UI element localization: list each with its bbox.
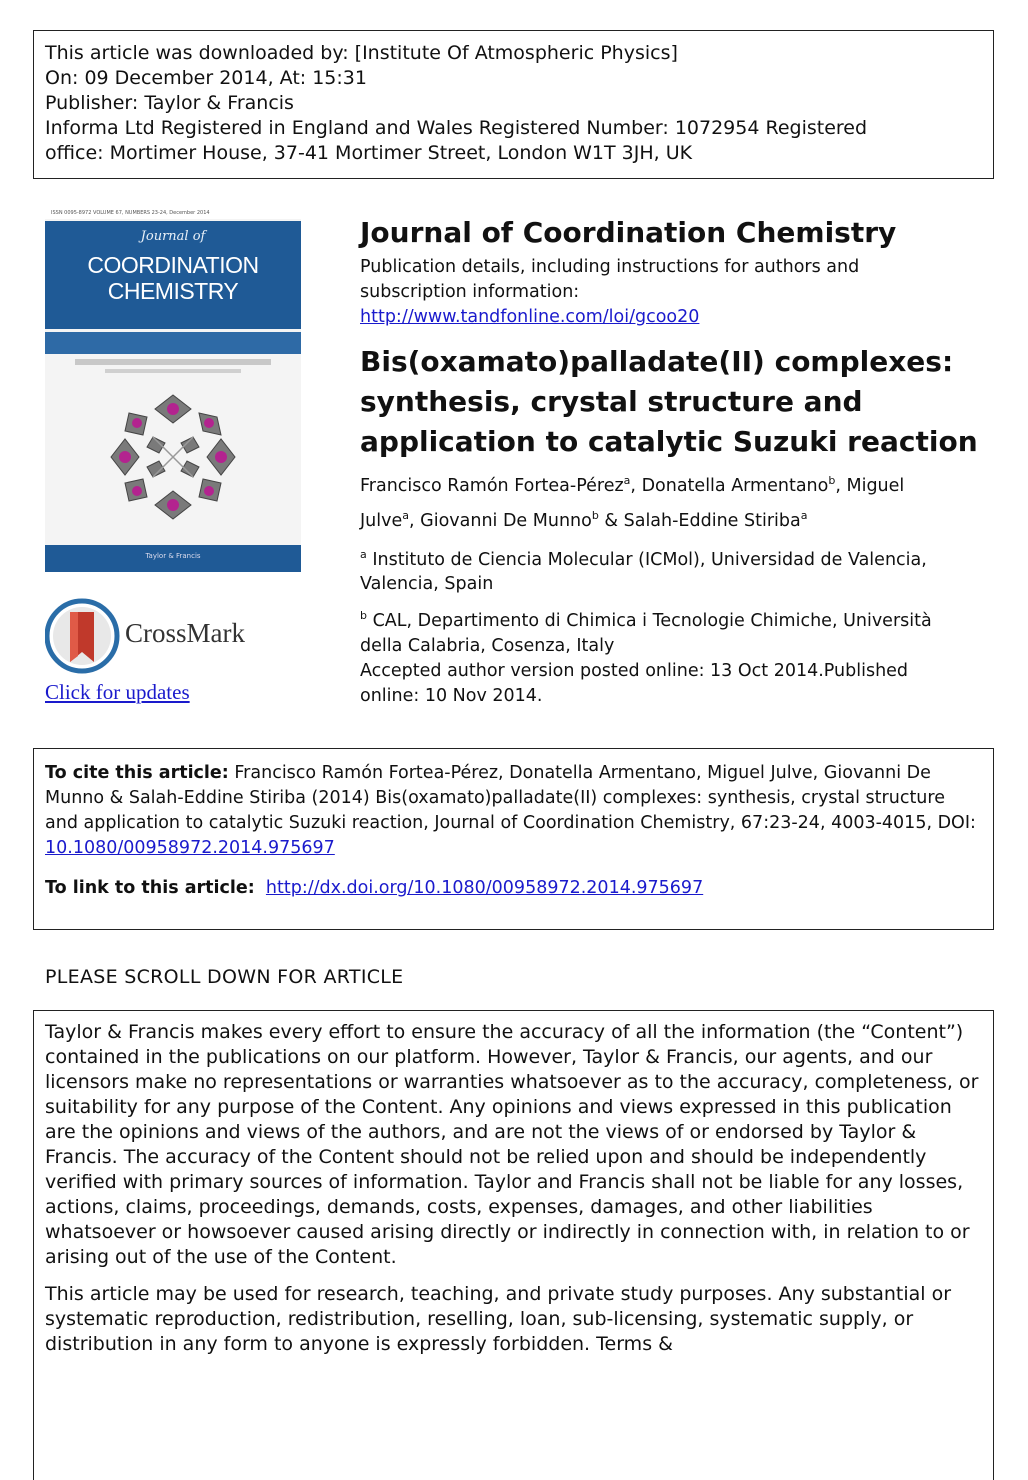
article-title-line: synthesis, crystal structure and (360, 385, 863, 418)
crossmark-icon (45, 598, 123, 674)
registration-line: Informa Ltd Registered in England and Wales Registered Number: 1072954 Registered (45, 117, 868, 139)
cover-editor-line (75, 359, 271, 365)
cite-text: Francisco Ramón Fortea-Pérez, Donatella Armentano, Miguel Julve, Giovanni De Munno & Salah-Eddine Stiriba (2014) Bis(oxamato)palladate(II) complexes: synthesis, crystal structure and application to catalytic Suzuki reaction, Journal of Coordination Chemistry, 67:23-24, 4003-4015, DOI: (45, 763, 976, 833)
affiliation-a (360, 542, 990, 598)
disclaimer-paragraph: Taylor & Francis makes every effort to ensure the accuracy of all the information (the “Content”) contained in the publications on our platform. However, Taylor & Francis, our agents, and our licensors make no representations or warranties whatsoever as to the accuracy, completeness, or suitability for any purpose of the Content. Any opinions and views expressed in this publication are the opinions and views of the authors, and are not the views of or endorsed by Taylor & Francis. The accuracy of the Content should not be relied upon and should be independently verified with primary sources of information. Taylor and Francis shall not be liable for any losses, actions, claims, proceedings, demands, costs, expenses, damages, and other liabilities whatsoever or howsoever caused arising directly or indirectly in connection with, in relation to or arising out of the use of the Content. (45, 1021, 979, 1268)
affiliation-marker: a (360, 547, 367, 561)
author-name: Francisco Ramón Fortea-Pérez (360, 475, 624, 496)
publication-details (360, 255, 990, 330)
crossmark-badge[interactable] (45, 598, 305, 674)
affiliation-marker: a (402, 508, 409, 522)
article-header (360, 214, 990, 709)
cite-label: To cite this article: (45, 763, 229, 783)
author-name: Giovanni De Munno (420, 510, 592, 531)
crossmark-label: CrossMark (125, 618, 245, 648)
doi-link[interactable]: 10.1080/00958972.2014.975697 (45, 838, 335, 858)
scroll-notice: PLEASE SCROLL DOWN FOR ARTICLE (45, 966, 404, 988)
cover-subheader-band (45, 332, 301, 354)
article-title-line: application to catalytic Suzuki reaction (360, 425, 978, 458)
citation (45, 761, 982, 861)
affiliation-text: CAL, Departimento di Chimica i Tecnologie Chimiche, Università (372, 611, 932, 632)
publication-details-line: Publication details, including instructions for authors and (360, 257, 860, 277)
cover-issn-strip: ISSN 0095-8972 VOLUME 67, NUMBERS 23-24, December 2014 (45, 207, 301, 219)
taylor-francis-logo: Taylor & Francis (145, 552, 201, 560)
posted-line: online: 10 Nov 2014. (360, 686, 543, 707)
article-link-line (45, 876, 982, 901)
author-name: Salah-Eddine Stiriba (623, 510, 801, 531)
download-date: On: 09 December 2014, At: 15:31 (45, 67, 367, 89)
article-title (360, 342, 990, 462)
click-for-updates-link[interactable]: Click for updates (45, 680, 190, 704)
affiliation-b (360, 603, 990, 659)
affiliation-text: Instituto de Ciencia Molecular (ICMol), Universidad de Valencia, (372, 549, 927, 570)
office-line: office: Mortimer House, 37-41 Mortimer Street, London W1T 3JH, UK (45, 142, 693, 164)
download-line: This article was downloaded by: [Institute Of Atmospheric Physics] (45, 42, 678, 64)
publication-details-line: subscription information: (360, 282, 580, 302)
affiliation-text: Valencia, Spain (360, 574, 494, 595)
author-name-part: Miguel (846, 475, 905, 496)
affiliation-marker: a (623, 474, 631, 487)
posted-line: Accepted author version posted online: 13 Oct 2014.Published (360, 661, 909, 682)
author-name: Donatella Armentano (641, 475, 829, 496)
cover-journal-of: Journal of (140, 229, 206, 244)
affiliation-marker: b (591, 508, 599, 522)
author-name-part: Julve (360, 510, 403, 531)
affiliation-marker: b (360, 609, 367, 623)
affiliation-text: della Calabria, Cosenza, Italy (360, 636, 615, 657)
posting-dates (360, 659, 990, 709)
journal-url-link[interactable]: http://www.tandfonline.com/loi/gcoo20 (360, 307, 700, 327)
article-title-line: Bis(oxamato)palladate(II) complexes: (360, 345, 954, 378)
journal-cover-image (45, 207, 301, 572)
publisher-line: Publisher: Taylor & Francis (45, 92, 294, 114)
link-label: To link to this article: (45, 878, 255, 898)
cover-editor-line (105, 369, 241, 373)
disclaimer-paragraph: This article may be used for research, teaching, and private study purposes. Any substantial or systematic reproduction, redistribution, reselling, loan, sub-licensing, systematic supply, or distribution in any form to anyone is expressly forbidden. Terms & (45, 1283, 952, 1355)
cover-title-line2: CHEMISTRY (107, 278, 239, 304)
journal-title: Journal of Coordination Chemistry (360, 216, 897, 249)
author-list: Francisco Ramón Fortea-Pérez$^a$, Donatella Armentano$^b$, Miguel Julve$^a$, Giovanni De Munno$^b$ & Salah-Eddine Stiriba$^a$ (360, 474, 905, 531)
cover-title-line1: COORDINATION (87, 252, 259, 278)
download-info-box (33, 30, 994, 179)
disclaimer-box (33, 1010, 994, 1480)
affiliation-marker: a (800, 508, 808, 522)
affiliation-marker: b (828, 474, 836, 487)
molecular-structure-graphic (103, 387, 243, 527)
citation-box (33, 748, 994, 930)
article-doi-url-link[interactable]: http://dx.doi.org/10.1080/00958972.2014.975697 (265, 878, 704, 898)
